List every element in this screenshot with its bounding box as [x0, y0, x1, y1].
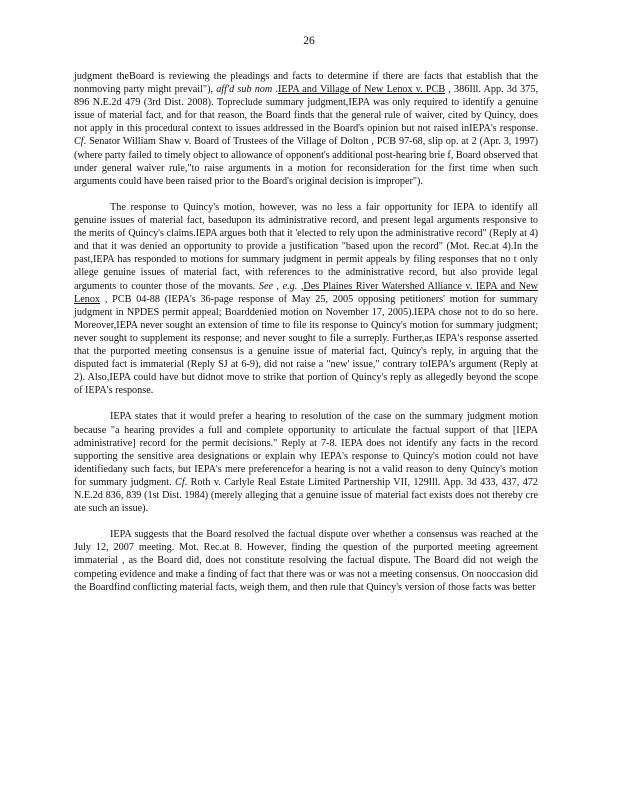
case-citation: Des Plaines River Watershed Alliance v. IEPA and New Lenox [74, 280, 539, 305]
page-number: 26 [303, 35, 315, 47]
paragraph-text: IEPA suggests that the Board resolved the factual dispute over whether a consensus was reached at the July 12, 2007 meeting. Mot. Rec.at 8. However, finding the question of the purported meeting agreement immaterial , as the Board did, does not constitute resolving the factual dispute. The Board did not weigh the competing evidence and make a finding of fact that there was or was not a meeting consensus. On nooccasion did the Boardfind conflicting material facts, weigh them, and then rule that Quincy's version of those facts was better [74, 529, 538, 593]
citation-signal: See [258, 280, 274, 292]
paragraph-text: The response to Quincy's motion, however, was no less a fair opportunity for IEPA to identify all genuine issues of material fact, basedupon its administrative record, and present legal arguments responsive to the merits of Quincy's claims.IEPA argues both that it 'elected to rely upon the administrative record" (Reply at 4) and that it was denied an opportunity to provide a justification "based upon the record" (Mot. Rec.at 4).In the past,IEPA has responded to motions for summary judgment in permit appeals by filing responses that no t only allege genuine issues of material fact, with references to the administrative record, but also provide legal arguments to counter those of the movants. [74, 201, 538, 292]
paragraph-text: , [273, 280, 283, 292]
paragraph-text: . [272, 84, 278, 96]
paragraph-text: , PCB 04-88 (IEPA's 36-page response of May 25, 2005 opposing petitioners' motion for summary judgment in NPDES permit appeal; Boarddenied motion on November 17, 2005).IEPA chose not to do so here. Moreover,IEPA never sought an extension of time to file its response to Quincy's motion for summary judgment; never sought to supplement its response; and never sought to file a surreply. Further,as IEPA's response asserted that the purported meeting consensus is a genuine issue of material fact, Quincy's reply, in arguing that the disputed fact is immaterial (Reply SJ at 6-9), did not raise a "new' issue," contrary toIEPA's argument (Reply at 2). Also,IEPA could have but didnot move to strike that portion of Quincy's reply as allegedly beyond the scope of IEPA's response. [74, 293, 538, 397]
paragraph-p2 [74, 201, 538, 397]
paragraph-text: judgment theBoard is reviewing the pleadings and facts to determine if there are facts that establish that the nonmoving party might prevail"), [74, 71, 538, 96]
citation-signal: Cf [74, 136, 84, 148]
paragraph-p4 [74, 528, 538, 593]
citation-signal: aff'd sub nom [216, 84, 273, 96]
citation-signal: Cf [175, 476, 185, 488]
paragraph-p1 [74, 70, 538, 188]
paragraph-p3 [74, 410, 538, 515]
paragraph-text: , [297, 280, 304, 292]
paragraph-text: . Roth v. Carlyle Real Estate Limited Partnership VII, 129Ill. App. 3d 433, 437, 472 N.E.2d 836, 839 (1st Dist. 1984) (merely alleging that a genuine issue of material fact exists does not thereby cre ate such an issue). [74, 476, 538, 515]
paragraph-text: . Senator William Shaw v. Board of Trustees of the Village of Dolton , PCB 97-68, slip op. at 2 (Apr. 3, 1997) (where party failed to timely object to allowance of opponent's additional post-hearing brie f, Board observed that under general waiver rule,"to raise arguments in a motion for reconsideration for the first time when such arguments could have been raised prior to the Board's original decision is improper"). [74, 136, 538, 187]
paragraph-text: IEPA states that it would prefer a hearing to resolution of the case on the summary judgment motion because "a hearing provides a full and complete opportunity to articulate the factual support of that [IEPA administrative] record for the permit decisions." Reply at 7-8. IEPA does not identify any facts in the record supporting the sensitive area designations or explain why IEPA's response to Quincy's motion could not have identifiedany such facts, but IEPA's mere preferencefor a hearing is not a valid reason to deny Quincy's motion for summary judgment. [74, 411, 538, 488]
citation-signal: e.g. [282, 280, 298, 292]
paragraph-text: , 386Ill. App. 3d 375, 896 N.E.2d 479 (3rd Dist. 2008). Topreclude summary judgment,IEPA was only required to identify a genuine issue of material fact, and for that reason, the Board finds that the general rule of waiver, cited by Quincy, does not apply in this procedural context to issues addressed in the Board's opinion but not raised inIEPA's response. [74, 84, 538, 135]
case-citation: IEPA and Village of New Lenox v. PCB [277, 84, 446, 96]
document-body [74, 70, 538, 607]
